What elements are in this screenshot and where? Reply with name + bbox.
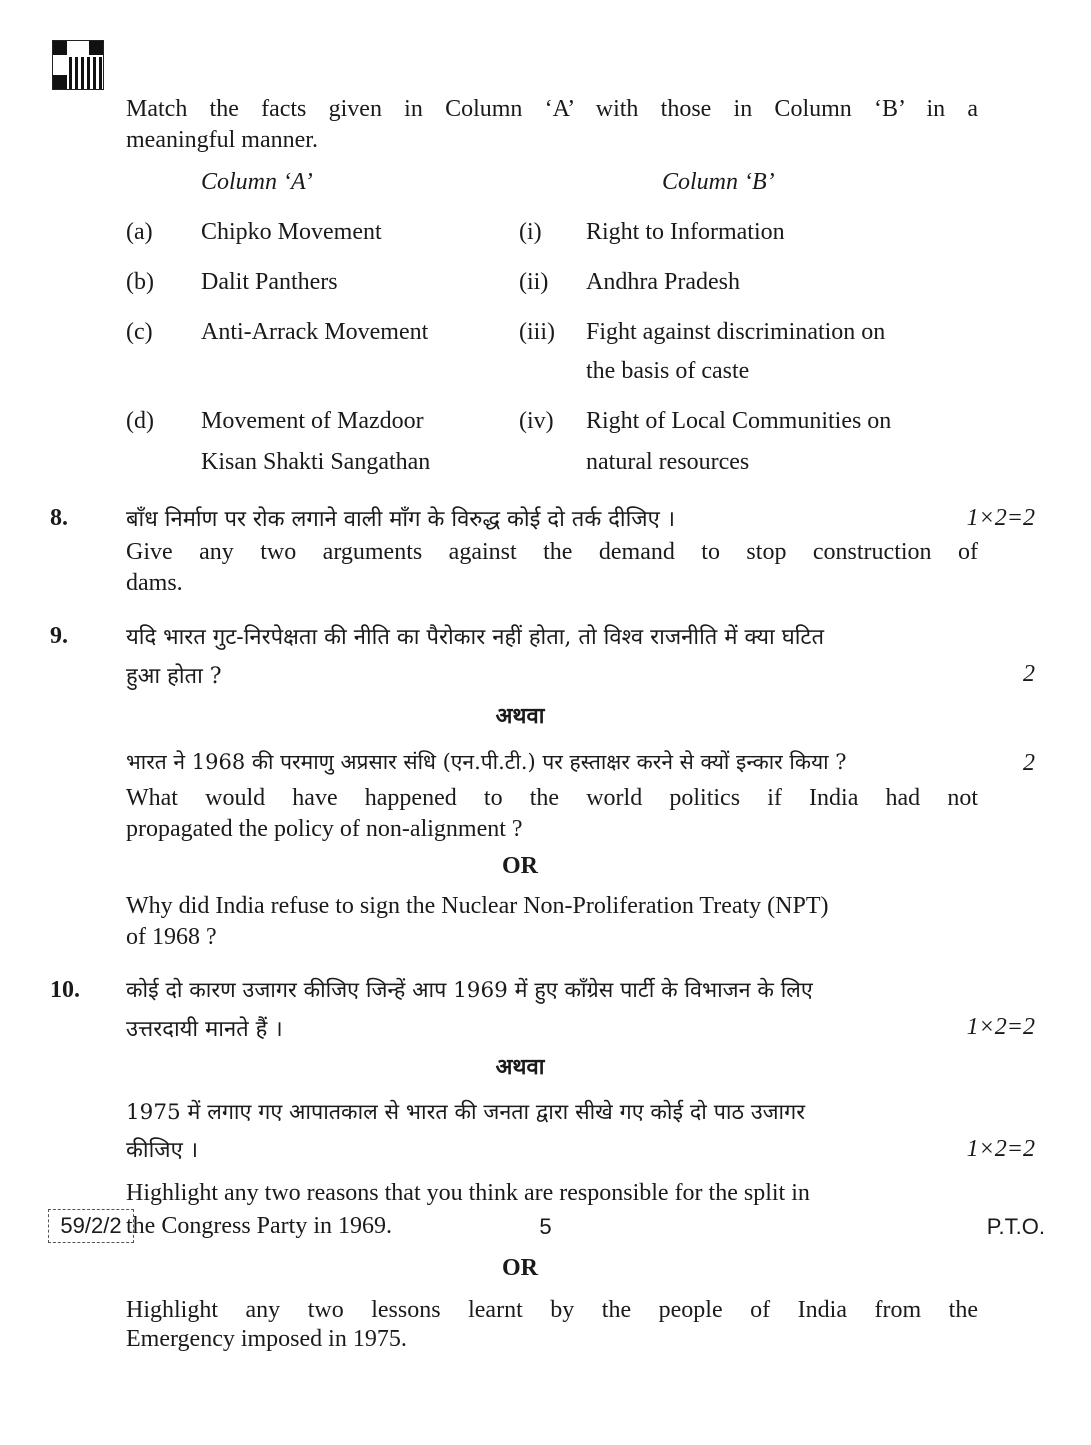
q8-marks: 1×2=2 — [966, 505, 1035, 531]
question-number-8: 8. — [50, 505, 68, 531]
column-b-cell: Andhra Pradesh — [586, 269, 740, 295]
q9-hindi-line1: यदि भारत गुट-निरपेक्षता की नीति का पैरोकार नहीं होता, तो विश्व राजनीति में क्या घटित — [126, 625, 825, 650]
page-number: 5 — [539, 1214, 552, 1239]
q10-alt-marks: 1×2=2 — [966, 1136, 1035, 1162]
q9-hindi-line2: हुआ होता ? — [126, 664, 222, 689]
q10-english-line2: the Congress Party in 1969. — [126, 1213, 392, 1239]
q9-alt-marks: 2 — [1023, 750, 1035, 776]
q9-english-line1: What would have happened to the world politics if India had not — [126, 785, 978, 811]
column-a-cell: Dalit Panthers — [201, 269, 338, 295]
column-a-cell: Movement of Mazdoor — [201, 408, 424, 434]
question-number-9: 9. — [50, 623, 68, 649]
q8-hindi-text: बाँध निर्माण पर रोक लगाने वाली माँग के विरुद्ध कोई दो तर्क दीजिए । — [126, 507, 676, 532]
q10-english-line1: Highlight any two reasons that you think are responsible for the split in — [126, 1180, 810, 1206]
row-letter: (c) — [126, 319, 153, 345]
column-b-cell-cont: natural resources — [586, 449, 750, 475]
question-number-10: 10. — [50, 977, 80, 1003]
q8-english-line1: Give any two arguments against the demand to stop construction of — [126, 539, 978, 565]
row-letter: (a) — [126, 219, 153, 245]
row-letter: (b) — [126, 269, 154, 295]
column-a-cell: Anti-Arrack Movement — [201, 319, 429, 345]
qr-code-icon — [52, 40, 104, 90]
q10-hindi-alt-line1: 1975 में लगाए गए आपातकाल से भारत की जनता द्वारा सीखे गए कोई दो पाठ उजागर — [126, 1100, 806, 1125]
q9-or: OR — [502, 853, 538, 879]
column-b-cell: Right of Local Communities on — [586, 408, 892, 434]
q9-marks: 2 — [1023, 661, 1035, 687]
q9-english-alt-line2: of 1968 ? — [126, 924, 217, 950]
column-b-cell-cont: the basis of caste — [586, 358, 750, 384]
q9-english-alt-line1: Why did India refuse to sign the Nuclear Non-Proliferation Treaty (NPT) — [126, 893, 829, 919]
q9-hindi-alt: भारत ने 1968 की परमाणु अप्रसार संधि (एन.पी.टी.) पर हस्ताक्षर करने से क्यों इन्कार किया ? — [126, 750, 847, 774]
q7-intro-line1: Match the facts given in Column ‘A’ with those in Column ‘B’ in a — [126, 96, 978, 122]
paper-code-box: 59/2/2 — [48, 1209, 134, 1243]
column-b-cell: Right to Information — [586, 219, 785, 245]
q10-marks: 1×2=2 — [966, 1014, 1035, 1040]
column-b-cell: Fight against discrimination on — [586, 319, 886, 345]
q10-english-alt-line1: Highlight any two lessons learnt by the people of India from the — [126, 1297, 978, 1323]
q10-hindi-line1: कोई दो कारण उजागर कीजिए जिन्हें आप 1969 में हुए काँग्रेस पार्टी के विभाजन के लिए — [126, 978, 813, 1003]
column-a-cell-cont: Kisan Shakti Sangathan — [201, 449, 431, 475]
column-a-heading: Column ‘A’ — [201, 169, 313, 195]
row-roman: (iii) — [519, 319, 555, 345]
row-roman: (iv) — [519, 408, 554, 434]
q7-intro-line2: meaningful manner. — [126, 127, 318, 153]
q10-hindi-alt-line2: कीजिए । — [126, 1138, 199, 1163]
pto-label: P.T.O. — [986, 1214, 1045, 1239]
row-letter: (d) — [126, 408, 154, 434]
column-b-heading: Column ‘B’ — [662, 169, 775, 195]
q10-english-alt-line2: Emergency imposed in 1975. — [126, 1326, 407, 1352]
q9-english-line2: propagated the policy of non-alignment ? — [126, 816, 523, 842]
q10-or: OR — [502, 1255, 538, 1281]
q10-athva: अथवा — [495, 1054, 545, 1080]
column-a-cell: Chipko Movement — [201, 219, 382, 245]
row-roman: (i) — [519, 219, 542, 245]
q8-english-line2: dams. — [126, 570, 183, 596]
row-roman: (ii) — [519, 269, 549, 295]
q10-hindi-line2: उत्तरदायी मानते हैं । — [126, 1017, 283, 1042]
q9-athva: अथवा — [495, 703, 545, 729]
